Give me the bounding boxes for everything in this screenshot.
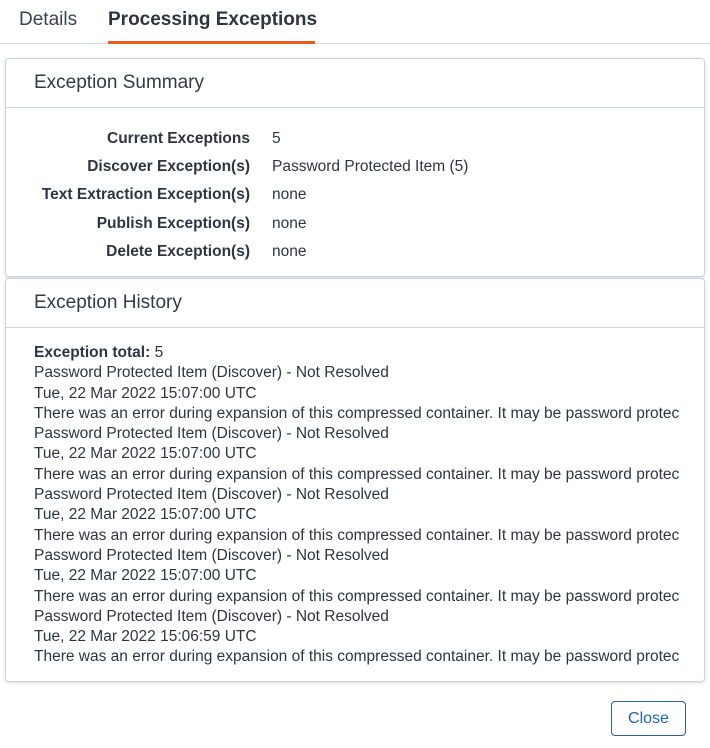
summary-value: none <box>272 214 307 232</box>
history-entry-message: There was an error during expansion of this compressed container. It may be password protec <box>34 526 680 544</box>
history-entry-time: Tue, 22 Mar 2022 15:07:00 UTC <box>34 445 257 463</box>
summary-label: Publish Exception(s) <box>96 214 250 232</box>
summary-label: Delete Exception(s) <box>106 242 250 260</box>
history-entry-title: Password Protected Item (Discover) - Not Resolved <box>34 546 389 564</box>
history-entry-message: There was an error during expansion of this compressed container. It may be password protec <box>34 404 680 422</box>
summary-value: none <box>272 186 307 204</box>
active-tab-indicator <box>108 41 315 44</box>
history-entry-time: Tue, 22 Mar 2022 15:06:59 UTC <box>34 628 257 646</box>
exception-history-list <box>6 328 688 668</box>
history-entry-time: Tue, 22 Mar 2022 15:07:00 UTC <box>34 384 257 402</box>
exception-history-card <box>5 278 705 682</box>
history-entry-time: Tue, 22 Mar 2022 15:07:00 UTC <box>34 506 257 524</box>
exception-total-value: 5 <box>154 344 164 361</box>
tab-bar <box>0 0 710 44</box>
tab-processing-exceptions[interactable]: Processing Exceptions <box>108 9 318 30</box>
exception-total <box>34 343 688 363</box>
summary-label: Text Extraction Exception(s) <box>41 186 250 204</box>
exception-history-title: Exception History <box>6 279 704 328</box>
summary-value: none <box>272 242 307 260</box>
history-entry-title: Password Protected Item (Discover) - Not Resolved <box>34 364 389 382</box>
history-entry-title: Password Protected Item (Discover) - Not Resolved <box>34 607 389 625</box>
history-entry-time: Tue, 22 Mar 2022 15:07:00 UTC <box>34 567 257 585</box>
summary-value: Password Protected Item (5) <box>272 158 469 176</box>
history-entry-message: There was an error during expansion of this compressed container. It may be password protec <box>34 648 680 666</box>
history-entry-title: Password Protected Item (Discover) - Not Resolved <box>34 486 389 504</box>
summary-label: Current Exceptions <box>107 130 250 147</box>
history-entry-message: There was an error during expansion of this compressed container. It may be password protec <box>34 587 680 605</box>
summary-label: Discover Exception(s) <box>87 158 250 176</box>
exception-total-label: Exception total: <box>34 344 151 361</box>
exception-summary-card <box>5 58 705 277</box>
tab-details[interactable]: Details <box>19 9 78 30</box>
history-entry-title: Password Protected Item (Discover) - Not Resolved <box>34 425 389 443</box>
close-button[interactable]: Close <box>611 701 686 736</box>
summary-value: 5 <box>272 130 281 147</box>
history-entry-message: There was an error during expansion of this compressed container. It may be password protec <box>34 465 680 483</box>
exception-summary-title: Exception Summary <box>6 59 704 108</box>
